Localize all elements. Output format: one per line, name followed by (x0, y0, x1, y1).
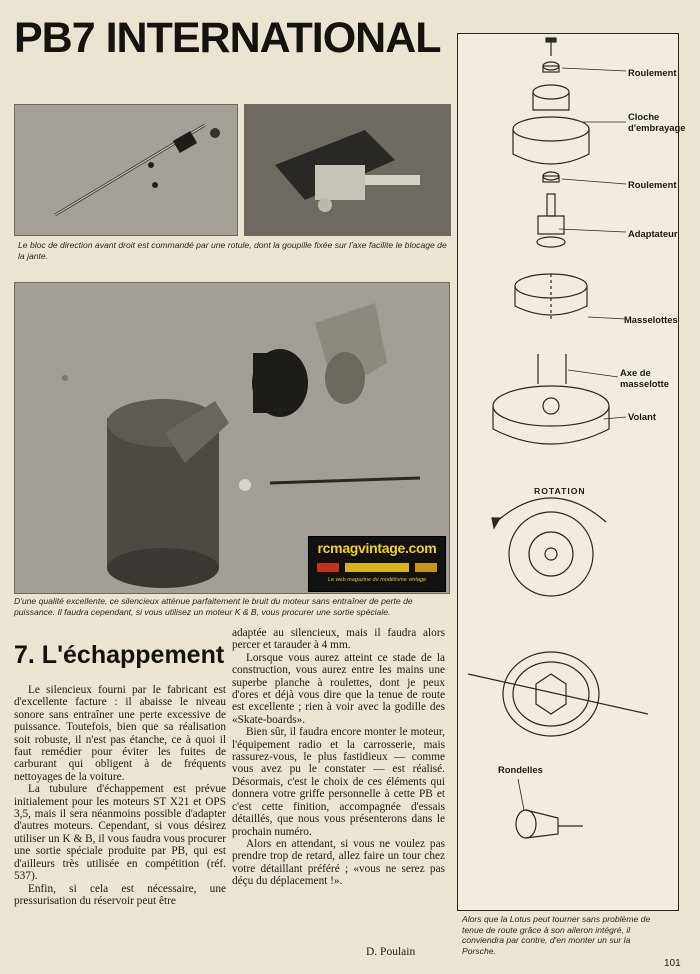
label-rotation: ROTATION (534, 486, 586, 496)
label-axe: Axe de masselotte (620, 367, 669, 389)
steering-parts-illustration (15, 105, 237, 235)
paragraph: adaptée au silencieux, mais il faudra alors percer et tarauder à 4 mm. (232, 627, 445, 652)
watermark-cars-icon (315, 559, 439, 575)
label-masselottes: Masselottes (624, 314, 678, 325)
photo-steering-parts (14, 104, 238, 236)
paragraph: Enfin, si cela est nécessaire, une pressurisation du réservoir peut être (14, 882, 226, 907)
diagram-caption: Alors que la Lotus peut tourner sans problème de tenue de route grâce à son aileron intégré, il conviendra par contre, d'en monter un sur la Porsche. (462, 914, 651, 956)
label-roulement-2: Roulement (628, 179, 677, 190)
photo-caption-silencer: D'une qualité excellente, ce silencieux atténue parfaitement le bruit du moteur sans entraîner de perte de puissance. Il faudra cependant, si vous utilisez un moteur K & B, vous procurer une sortie spéciale. (14, 596, 413, 617)
author-signature: D. Poulain (366, 946, 416, 958)
article-column-left (14, 684, 226, 907)
watermark-tagline: Le web magazine du modélisme vintage (327, 577, 427, 583)
article-column-right (232, 627, 445, 888)
paragraph: Le silencieux fourni par le fabricant est d'excellente facture : il abaisse le niveau sonore sans entraîner une perte excessive de puissance. Toutefois, bien que sa réalisation soit robuste, il n'est pas étanche, ce à quoi il faut remédier pour éviter les fuites de carburant qui obligent à de fréquents nettoyages de la voiture. (14, 684, 226, 783)
steering-block-illustration (245, 105, 450, 235)
photo-steering-block (244, 104, 451, 236)
watermark-logo (308, 536, 446, 592)
clutch-exploded-diagram (457, 33, 686, 911)
watermark-site: rcmagvintage.com (317, 540, 437, 556)
label-roulement-1: Roulement (628, 67, 677, 78)
paragraph: Alors en attendant, si vous ne voulez pas prendre trop de retard, allez faire un tour chez votre détaillant préféré ; «vous ne serez pas déçu du déplacement !». (232, 837, 445, 888)
page-title: PB7 INTERNATIONAL (14, 14, 441, 62)
section-heading: 7. L'échappement (14, 641, 225, 669)
label-rondelles: Rondelles (498, 764, 543, 775)
clutch-diagram-drawing (458, 34, 678, 910)
page-number: 101 (664, 958, 681, 969)
label-cloche: Cloche d'embrayage (628, 111, 686, 133)
label-adaptateur: Adaptateur (628, 228, 678, 239)
photo-caption-steering: Le bloc de direction avant droit est commandé par une rotule, dont la goupille fixée sur l'axe facilite le blocage de la jante. (18, 240, 447, 261)
paragraph: Lorsque vous aurez atteint ce stade de la construction, vous aurez entre les mains une superbe planche à roulettes, dont je peux d'ores et déjà vous dire que la tenue de route est excellente ; rien à voir avec la godille des «Skate-boards». (232, 651, 445, 726)
label-volant: Volant (628, 411, 656, 422)
paragraph: La tubulure d'échappement est prévue initialement pour les moteurs ST X21 et OPS 3,5, mais il sera néanmoins possible d'adapter d'autres moteurs. Cependant, si vous désirez utiliser un K & B, il vous faudra vous procurer une sortie spéciale produite par PB, qui est d'ailleurs très utilisée en compétition (réf. 537). (14, 783, 226, 883)
paragraph: Bien sûr, il faudra encore monter le moteur, l'équipement radio et la carrosserie, mais rassurez-vous, le plus fastidieux — comme vous avez pu le constater — est réalisé. Désormais, c'est le choix de ces éléments qui donnera votre griffe personnelle à cette PB et c'est cette finition, accompagnée d'essais détaillés, que nous vous présenterons dans le prochain numéro. (232, 726, 445, 838)
